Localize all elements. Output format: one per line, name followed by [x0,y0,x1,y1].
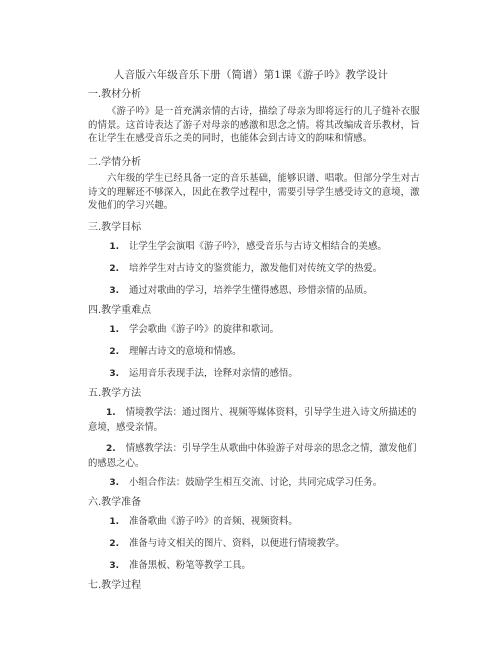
list-text: 情境教学法：通过图片、视频等媒体资料，引导学生进入诗文所描述的意境，感受亲情。 [88,407,417,433]
section-heading-4: 四.教学重难点 [88,305,152,316]
list-item [88,476,420,491]
section-heading-5: 五.教学方法 [88,388,142,399]
document-title: 人音版六年级音乐下册（简谱）第1课《游子吟》教学设计 [113,69,389,81]
list-text: 通过对歌曲的学习，培养学生懂得感恩、珍惜亲情的品质。 [129,285,373,296]
list-text: 小组合作法：鼓励学生相互交流、讨论，共同完成学习任务。 [129,477,383,488]
list-item [88,559,420,574]
list-text: 理解古诗文的意境和情感。 [129,346,242,357]
section-heading-1: 一.教材分析 [88,89,142,100]
list-number: 2. [109,264,119,274]
list-number: 2. [109,347,119,357]
list-number: 1. [109,517,119,527]
list-number: 3. [109,369,119,379]
list-number: 1. [106,408,116,418]
list-item [88,284,420,299]
list-number: 2. [106,444,116,454]
section-heading-3: 三.教学目标 [88,222,142,233]
section-paragraph-1: 《游子吟》是一首充满亲情的古诗，描绘了母亲为即将远行的儿子缝补衣服的情景。这首诗表达了游子对母亲的感激和思念之情。将其改编成音乐教材，旨在让学生在感受音乐之美的同时，也能体会到古诗文的韵味和情感。 [88,106,420,144]
list-text: 准备歌曲《游子吟》的音频、视频资料。 [129,516,298,527]
list-item [88,406,420,434]
list-item [88,442,420,470]
list-item [88,240,420,255]
list-text: 准备与诗文相关的图片、资料，以便进行情境教学。 [129,538,345,549]
list-number: 2. [109,539,119,549]
list-number: 1. [109,325,119,335]
list-text: 情感教学法：引导学生从歌曲中体验游子对母亲的思念之情，激发他们的感恩之心。 [88,443,417,469]
list-item [88,367,420,382]
list-number: 3. [109,286,119,296]
section-heading-7: 七.教学过程 [88,580,142,591]
list-item [88,537,420,552]
list-text: 让学生学会演唱《游子吟》，感受音乐与古诗文相结合的美感。 [129,241,387,252]
list-text: 运用音乐表现手法，诠释对亲情的感悟。 [129,368,298,379]
list-number: 3. [109,478,119,488]
section-heading-2: 二.学情分析 [88,157,142,168]
list-number: 3. [109,561,119,571]
section-paragraph-2: 六年级的学生已经具备一定的音乐基础，能够识谱、唱歌。但部分学生对古诗文的理解还不够深入，因此在教学过程中，需要引导学生感受诗文的意境，激发他们的学习兴趣。 [88,173,420,211]
list-text: 准备黑板、粉笔等教学工具。 [129,560,251,571]
list-number: 1. [109,242,119,252]
list-text: 学会歌曲《游子吟》的旋律和歌词。 [129,324,280,335]
section-heading-6: 六.教学准备 [88,497,142,508]
list-item [88,515,420,530]
list-item [88,323,420,338]
list-text: 培养学生对古诗文的鉴赏能力，激发他们对传统文学的热爱。 [129,263,383,274]
list-item [88,262,420,277]
list-item [88,345,420,360]
